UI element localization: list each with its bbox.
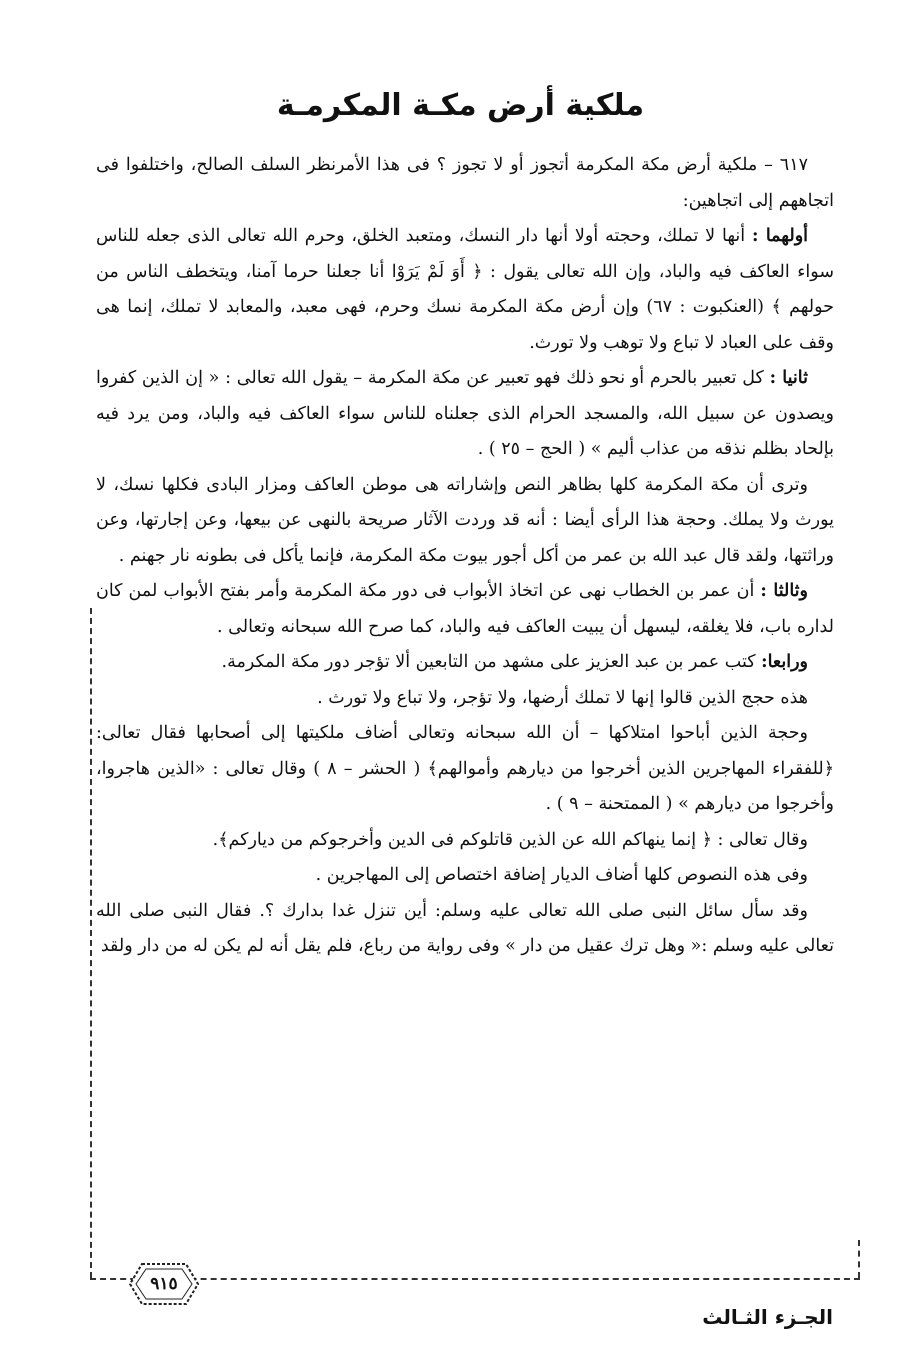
paragraph-first-view	[96, 219, 834, 361]
paragraph-intro	[96, 148, 834, 219]
page-number-badge	[128, 1262, 200, 1306]
paragraph-lead: وثالثا :	[760, 581, 808, 601]
part-label: الجـزء الثـالث	[702, 1305, 833, 1329]
paragraph-lead: أولهما :	[752, 226, 809, 246]
paragraph-text: وترى أن مكة المكرمة كلها بظاهر النص وإشاراته هى موطن العاكف ومزار البادى فكلها نسك، لا يورث ولا يملك. وحجة هذا الرأى أيضا : أنه قد وردت الآثار صريحة بالنهى عن بيعها، وعن إجارتها، وعن وراثتها، ولقد قال عبد الله بن عمر من أكل أجور بيوت مكة المكرمة، فإنما يأكل فى بطونه نار جهنم .	[96, 474, 834, 566]
body-text	[96, 148, 834, 965]
paragraph-note	[96, 858, 834, 894]
paragraph-fourth-view	[96, 645, 834, 681]
paragraph-text: كتب عمر بن عبد العزيز على مشهد من التابعين ألا تؤجر دور مكة المكرمة.	[221, 652, 762, 672]
paragraph-text: أنها لا تملك، وحجته أولا أنها دار النسك، ومتعبد الخلق، وحرم الله تعالى الذى جعله للناس سواء العاكف فيه والباد، وإن الله تعالى يقول : ﴿ أَوَ لَمْ يَرَوْا أنا جعلنا حرما آمنا، ويتخطف الناس من حولهم ﴾ (العنكبوت : ٦٧) وإن أرض مكة المكرمة نسك وحرم، فهى معبد، والمعابد لا تملك، إنما هى وقف على العباد لا تباع ولا توهب ولا تورث.	[96, 226, 834, 353]
paragraph-opposing-view	[96, 716, 834, 823]
page-title: ملكية أرض مكـة المكرمـة	[276, 88, 645, 123]
paragraph-text: وفى هذه النصوص كلها أضاف الديار إضافة اختصاص إلى المهاجرين .	[315, 865, 808, 885]
paragraph-text: أن عمر بن الخطاب نهى عن اتخاذ الأبواب فى دور مكة المكرمة وأمر بفتح الأبواب لمن كان لداره باب، فلا يغلقه، ليسهل أن يبيت العاكف فيه والباد، كما صرح الله سبحانه وتعالى .	[96, 581, 834, 637]
paragraph-second-view	[96, 361, 834, 468]
paragraph-verse	[96, 823, 834, 859]
paragraph-text: وحجة الذين أباحوا امتلاكها – أن الله سبحانه وتعالى أضاف ملكيتها إلى أصحابها فقال تعالى: ﴿للفقراء المهاجرين الذين أخرجوا من ديارهم وأموالهم﴾ ( الحشر – ٨ ) وقال تعالى : «الذين هاجروا، وأخرجوا من ديارهم » ( الممتحنة – ٩ ) .	[96, 723, 835, 814]
paragraph-text: وقال تعالى : ﴿ إنما ينهاكم الله عن الذين قاتلوكم فى الدين وأخرجوكم من دياركم﴾.	[212, 829, 808, 850]
page-number: ٩١٥	[150, 1274, 178, 1294]
paragraph-text: كل تعبير بالحرم أو نحو ذلك فهو تعبير عن مكة المكرمة – يقول الله تعالى : « إن الذين كفروا ويصدون عن سبيل الله، والمسجد الحرام الذى جعلناه للناس سواء العاكف فيه والباد، ومن يرد فيه بإلحاد بظلم نذقه من عذاب أليم » ( الحج – ٢٥ ) .	[96, 368, 834, 459]
paragraph-lead: ثانيا :	[769, 368, 808, 388]
paragraph-text: ٦١٧ – ملكية أرض مكة المكرمة أتجوز أو لا تجوز ؟ فى هذا الأمرنظر السلف الصالح، واختلفوا فى اتجاههم إلى اتجاهين:	[96, 155, 834, 211]
paragraph-text: هذه حجج الذين قالوا إنها لا تملك أرضها، ولا تؤجر، ولا تباع ولا تورث .	[317, 687, 808, 708]
frame-border-right	[858, 1240, 860, 1278]
frame-border-bottom	[90, 1278, 860, 1280]
paragraph-text: وقد سأل سائل النبى صلى الله تعالى عليه وسلم: أين تنزل غدا بدارك ؟. فقال النبى صلى الله تعالى عليه وسلم :« وهل ترك عقيل من دار » وفى رواية من رباع، فلم يقل أنه لم يكن له من دار ولقد	[96, 900, 834, 956]
paragraph-third-view	[96, 574, 834, 645]
frame-border-left	[90, 608, 94, 1278]
paragraph-commentary	[96, 468, 834, 575]
paragraph-summary	[96, 681, 834, 717]
paragraph-hadith	[96, 894, 834, 965]
paragraph-lead: ورابعا:	[761, 652, 808, 672]
